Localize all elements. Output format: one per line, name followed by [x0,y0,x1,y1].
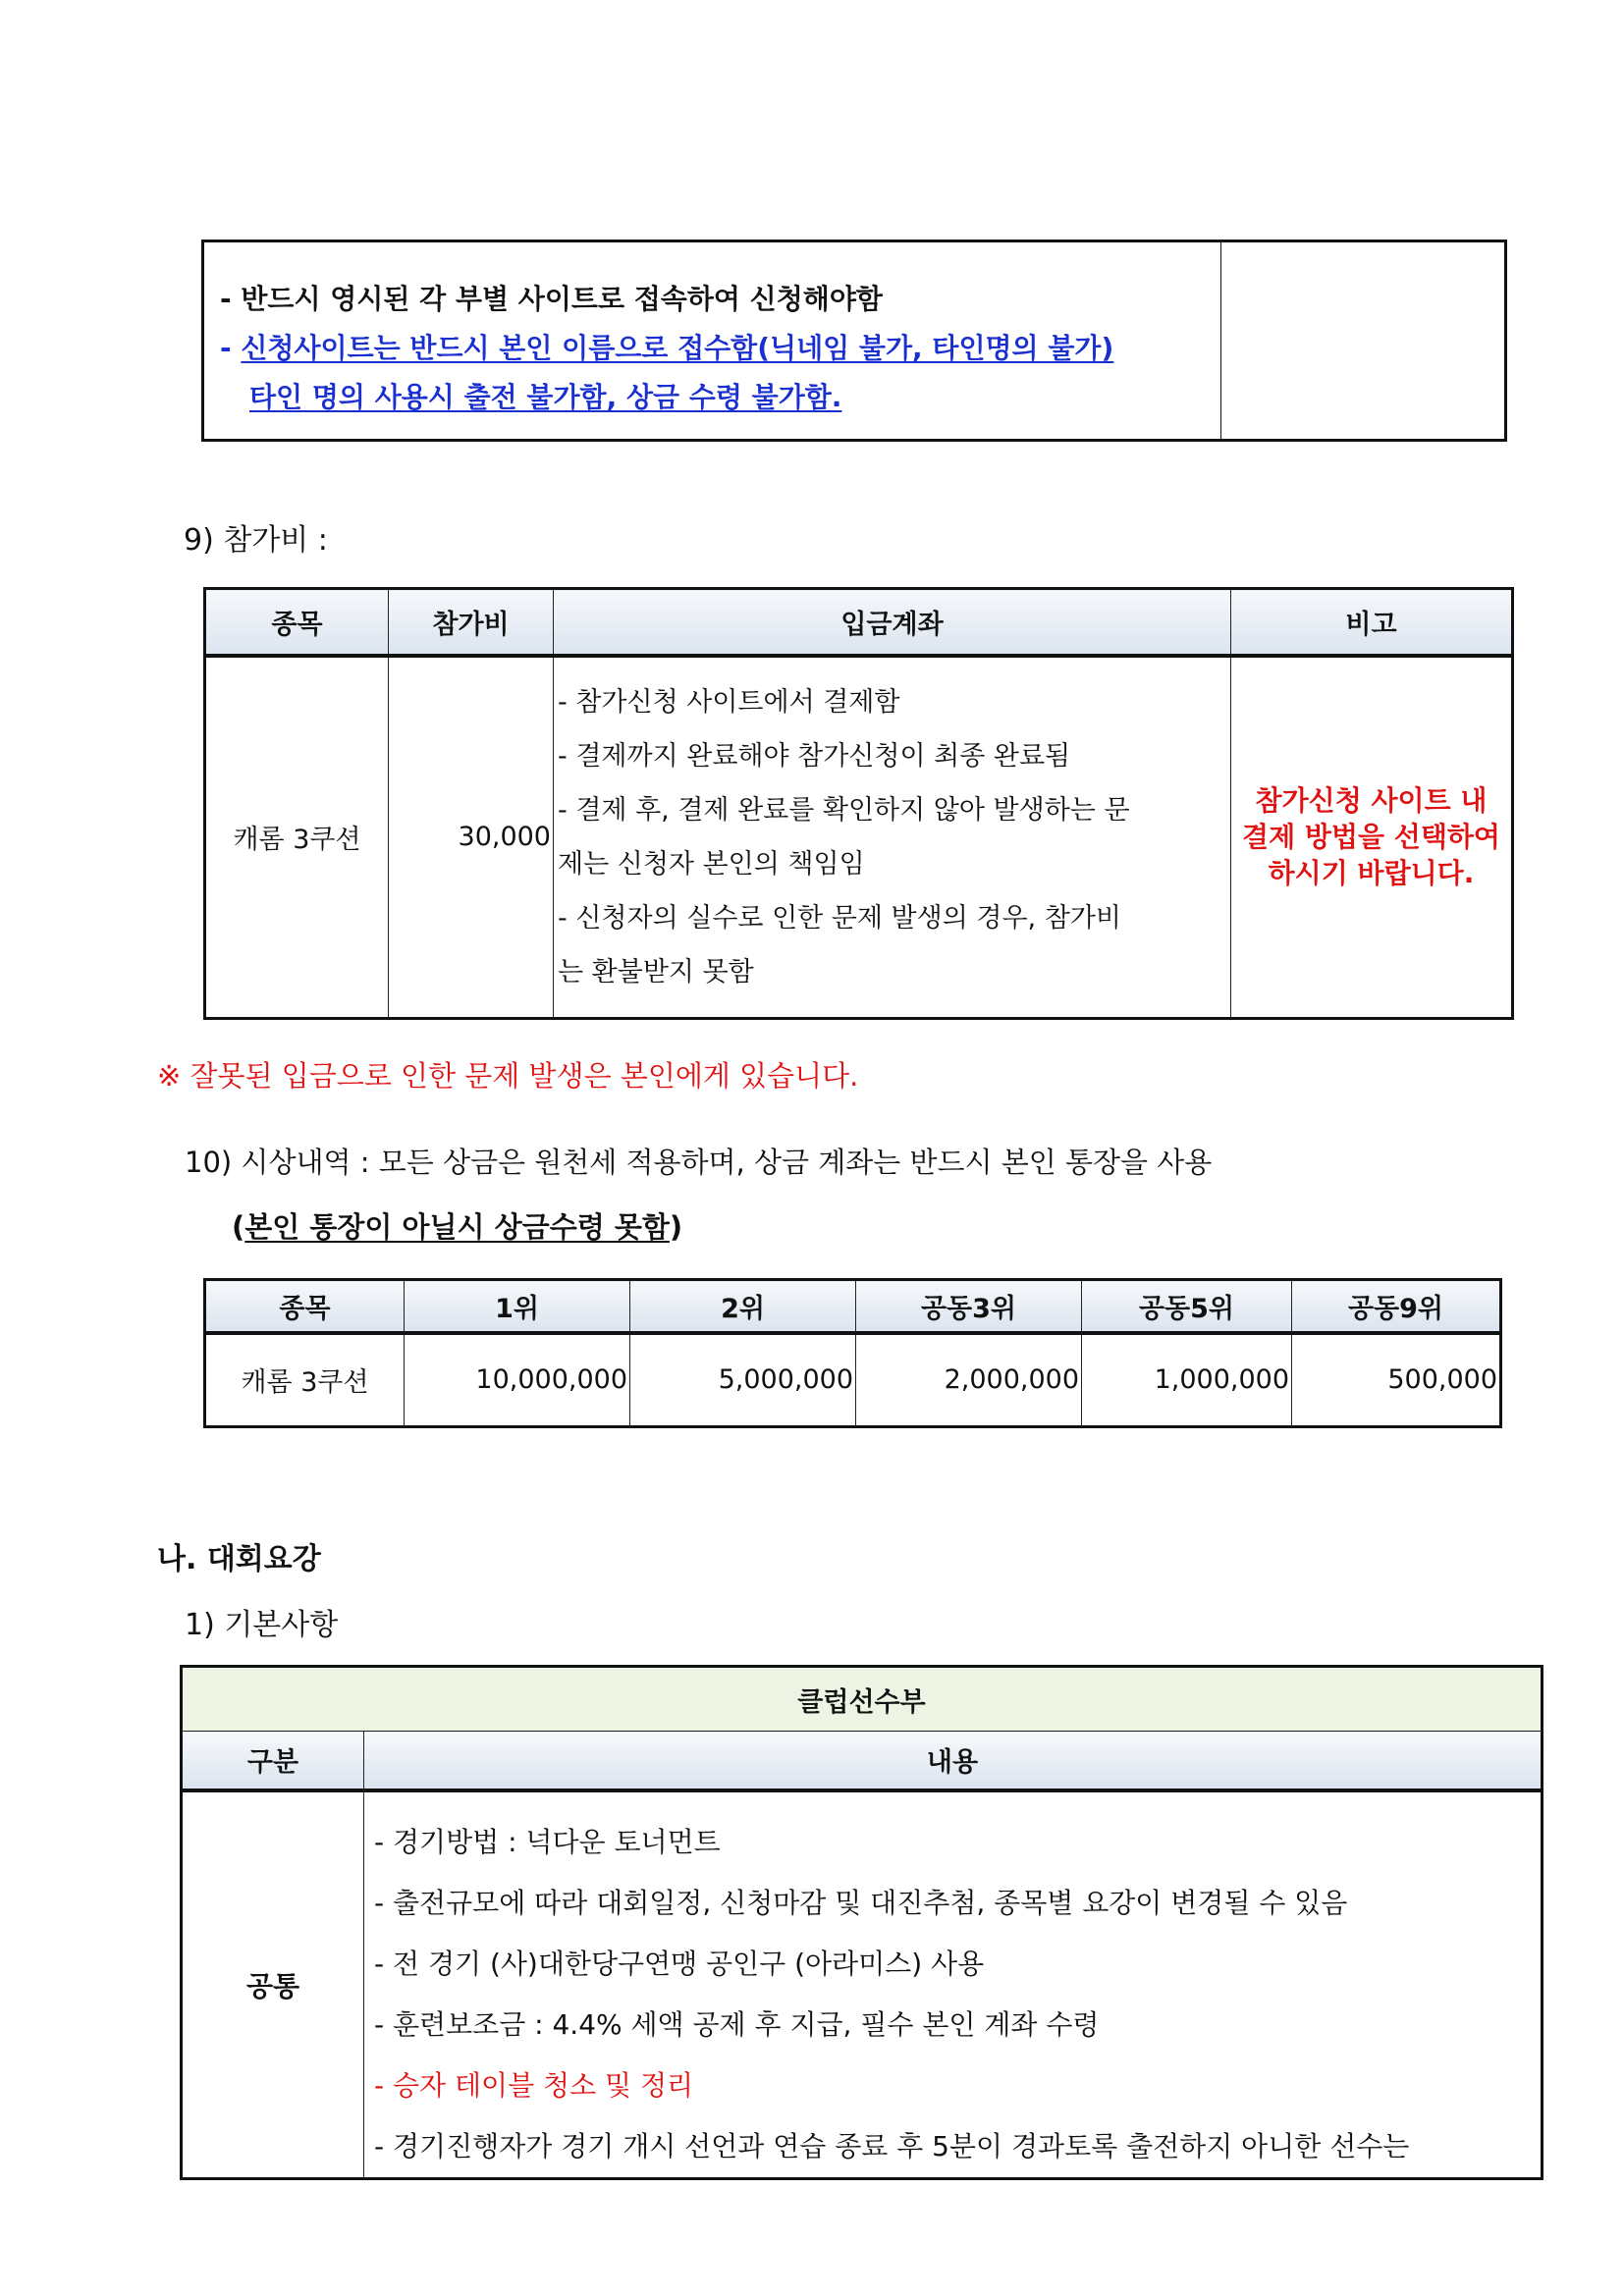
prize-header-2nd: 2위 [630,1280,856,1333]
rule-item-highlight: - 승자 테이블 청소 및 정리 [374,2068,694,2102]
fee-account-cell [554,656,1231,1019]
note-line: 결제 방법을 선택하여 [1242,821,1500,854]
prize-2nd-cell: 5,000,000 [630,1333,856,1427]
prize-header-event: 종목 [205,1280,405,1333]
prize-note-open: ( [232,1210,245,1244]
rules-table [180,1665,1543,2180]
prize-note-text: 본인 통장이 아닐시 상금수령 못함 [244,1210,670,1244]
rules-subtitle: 1) 기본사항 [185,1608,339,1642]
prize-event-cell: 캐롬 3쿠션 [205,1333,405,1427]
prize-5th-cell: 1,000,000 [1082,1333,1292,1427]
prize-header-5th: 공동5위 [1082,1280,1292,1333]
fee-header-fee: 참가비 [389,589,554,656]
application-notice-box [201,240,1507,442]
rules-table-title: 클럽선수부 [182,1667,1543,1732]
fee-table [203,587,1514,1020]
fee-amount-cell: 30,000 [389,656,554,1019]
account-line: - 참가신청 사이트에서 결제함 [558,686,900,718]
rule-item: - 경기방법 : 넉다운 토너먼트 [374,1825,721,1858]
rules-header-category: 구분 [182,1732,364,1790]
prize-header-3rd: 공동3위 [856,1280,1082,1333]
deposit-warning: ※ 잘못된 입금으로 인한 문제 발생은 본인에게 있습니다. [157,1059,859,1093]
account-line: - 신청자의 실수로 인한 문제 발생의 경우, 참가비 [558,902,1121,934]
rules-category-cell: 공통 [182,1790,364,2179]
rule-item: - 전 경기 (사)대한당구연맹 공인구 (아라미스) 사용 [374,1947,985,1980]
fee-header-note: 비고 [1231,589,1513,656]
account-line: - 결제 후, 결제 완료를 확인하지 않아 발생하는 문 [558,794,1130,826]
account-line: 제는 신청자 본인의 책임임 [558,848,865,880]
prize-heading: 10) 시상내역 : 모든 상금은 원천세 적용하며, 상금 계좌는 반드시 본인 통장을 사용 [185,1146,1213,1179]
note-line: 참가신청 사이트 내 [1255,784,1488,818]
note-line: 하시기 바랍니다. [1268,857,1475,890]
notice-line-2 [220,327,1113,366]
rule-item: - 훈련보조금 : 4.4% 세액 공제 후 지급, 필수 본인 계좌 수령 [374,2007,1100,2041]
account-line: - 결제까지 완료해야 참가신청이 최종 완료됨 [558,740,1071,772]
notice-line-3: 타인 명의 사용시 출전 불가함, 상금 수령 불가함. [249,381,842,413]
fee-heading: 9) 참가비 : [184,523,328,558]
rules-content-cell [364,1790,1543,2179]
prize-header-9th: 공동9위 [1292,1280,1501,1333]
prize-1st-cell: 10,000,000 [405,1333,630,1427]
prize-note-close: ) [669,1210,683,1244]
box-divider [1220,242,1221,439]
notice-line-2-prefix: - [220,332,242,364]
prize-table [203,1278,1502,1428]
prize-9th-cell: 500,000 [1292,1333,1501,1427]
fee-header-event: 종목 [205,589,389,656]
rule-item: - 경기진행자가 경기 개시 선언과 연습 종료 후 5분이 경과토록 출전하지 아니한 선수는 [374,2129,1410,2163]
prize-note [232,1205,682,1246]
rules-title: 나. 대회요강 [157,1542,321,1576]
rules-header-content: 내용 [364,1732,1543,1790]
fee-header-account: 입금계좌 [554,589,1231,656]
fee-note-cell [1231,656,1513,1019]
rule-item: - 출전규모에 따라 대회일정, 신청마감 및 대진추첨, 종목별 요강이 변경될 수 있음 [374,1886,1348,1919]
notice-line-2-text: 신청사이트는 반드시 본인 이름으로 접수함(닉네임 불가, 타인명의 불가) [241,332,1114,364]
prize-3rd-cell: 2,000,000 [856,1333,1082,1427]
account-line: 는 환불받지 못함 [558,956,754,988]
prize-header-1st: 1위 [405,1280,630,1333]
fee-event-cell: 캐롬 3쿠션 [205,656,389,1019]
notice-line-1: - 반드시 영시된 각 부별 사이트로 접속하여 신청해야함 [220,283,883,315]
